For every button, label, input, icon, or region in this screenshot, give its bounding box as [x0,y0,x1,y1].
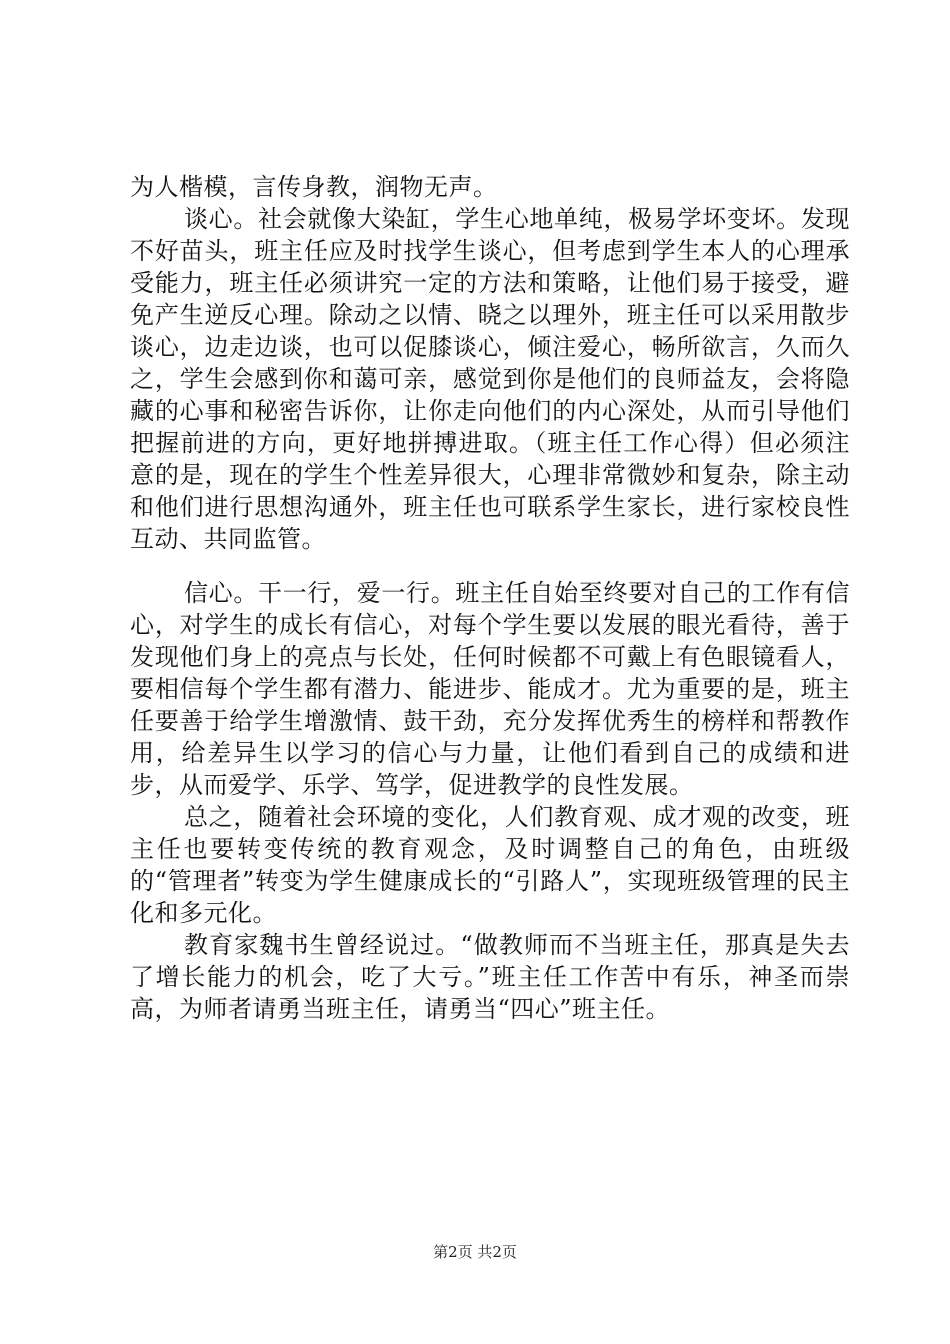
paragraph-heart-to-heart: 谈心。社会就像大染缸，学生心地单纯，极易学坏变坏。发现不好苗头，班主任应及时找学生谈心，但考虑到学生本人的心理承受能力，班主任必须讲究一定的方法和策略，让他们易于接受，避免产生逆反心理。除动之以情、晓之以理外，班主任可以采用散步谈心，边走边谈，也可以促膝谈心，倾注爱心，畅所欲言，久而久之，学生会感到你和蔼可亲，感觉到你是他们的良师益友，会将隐藏的心事和秘密告诉你，让你走向他们的内心深处，从而引导他们把握前进的方向，更好地拼搏进取。（班主任工作心得）但必须注意的是，现在的学生个性差异很大，心理非常微妙和复杂，除主动和他们进行思想沟通外，班主任也可联系学生家长，进行家校良性互动、共同监管。 [130,205,850,553]
paragraph-quote: 教育家魏书生曾经说过。“做教师而不当班主任，那真是失去了增长能力的机会，吃了大亏。”班主任工作苦中有乐，神圣而崇高，为师者请勇当班主任，请勇当“四心”班主任。 [130,931,850,1023]
document-body [130,171,850,1025]
paragraph-gap [130,555,850,577]
page-number-footer: 第2页 共2页 [433,1243,517,1261]
paragraph-continuation: 为人楷模，言传身教，润物无声。 [130,173,498,201]
paragraph-summary: 总之，随着社会环境的变化，人们教育观、成才观的改变，班主任也要转变传统的教育观念，及时调整自己的角色，由班级的“管理者”转变为学生健康成长的“引路人”，实现班级管理的民主化和多元化。 [130,803,850,927]
paragraph-confidence: 信心。干一行，爱一行。班主任自始至终要对自己的工作有信心，对学生的成长有信心，对每个学生要以发展的眼光看待，善于发现他们身上的亮点与长处，任何时候都不可戴上有色眼镜看人，要相信每个学生都有潜力、能进步、能成才。尤为重要的是，班主任要善于给学生增激情、鼓干劲，充分发挥优秀生的榜样和帮教作用，给差异生以学习的信心与力量，让他们看到自己的成绩和进步，从而爱学、乐学、笃学，促进教学的良性发展。 [130,579,850,799]
